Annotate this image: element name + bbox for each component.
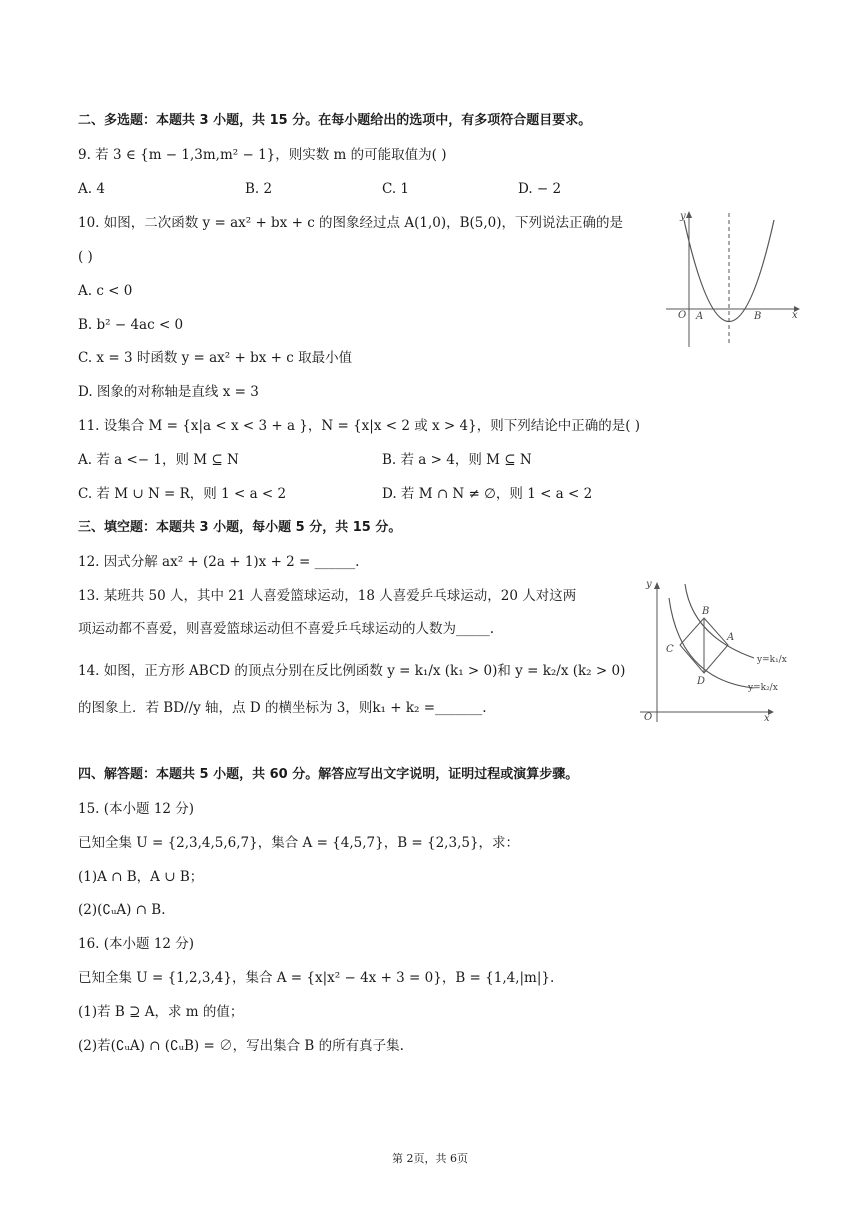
q10-option-c: C. x = 3 时函数 y = ax² + bx + c 取最小值 bbox=[78, 350, 353, 366]
fig14-point-b-label: B bbox=[702, 606, 710, 617]
section-2-heading: 二、多选题：本题共 3 小题，共 15 分。在每小题给出的选项中，有多项符合题目要求。 bbox=[78, 113, 592, 128]
fig14-point-c-label: C bbox=[666, 644, 674, 655]
q16-title: 16. (本小题 12 分) bbox=[78, 936, 195, 952]
q10-stem-line2: ( ) bbox=[78, 249, 93, 265]
q16-given: 已知全集 U = {1,2,3,4}，集合 A = {x|x² − 4x + 3 = 0}，B = {1,4,|m|}. bbox=[78, 970, 555, 986]
q9-option-b: B. 2 bbox=[245, 181, 273, 197]
fig10-y-label: y bbox=[680, 211, 686, 222]
q12-stem: 12. 因式分解 ax² + (2a + 1)x + 2 = ______. bbox=[78, 554, 360, 570]
q15-title: 15. (本小题 12 分) bbox=[78, 801, 195, 817]
fig10-point-a-label: A bbox=[696, 311, 704, 322]
q9-stem: 9. 若 3 ∈ {m − 1,3m,m² − 1}，则实数 m 的可能取值为( ) bbox=[78, 147, 447, 163]
page-footer: 第 2页，共 6页 bbox=[392, 1152, 468, 1165]
q14-line2: 的图象上．若 BD//y 轴，点 D 的横坐标为 3，则k₁ + k₂ =_______. bbox=[78, 700, 487, 716]
section-3-heading: 三、填空题：本题共 3 小题，每小题 5 分，共 15 分。 bbox=[78, 520, 402, 535]
q10-stem-line1: 10. 如图，二次函数 y = ax² + bx + c 的图象经过点 A(1,0)，B(5,0)，下列说法正确的是 bbox=[78, 215, 624, 231]
q10-option-b: B. b² − 4ac < 0 bbox=[78, 317, 184, 333]
q15-part1: (1)A ∩ B，A ∪ B； bbox=[78, 869, 204, 885]
square-hyperbola-figure bbox=[636, 578, 792, 724]
q11-option-d: D. 若 M ∩ N ≠ ∅，则 1 < a < 2 bbox=[382, 486, 593, 502]
fig10-point-b-label: B bbox=[754, 311, 762, 322]
fig14-point-d-label: D bbox=[697, 676, 706, 687]
q16-part2: (2)若(∁ᵤA) ∩ (∁ᵤB) = ∅，写出集合 B 的所有真子集. bbox=[78, 1038, 404, 1054]
fig14-curve2-label: y=k₂/x bbox=[748, 683, 778, 693]
q9-option-d: D. − 2 bbox=[518, 181, 562, 197]
y-axis-arrow bbox=[686, 211, 692, 218]
q11-stem: 11. 设集合 M = {x|a < x < 3 + a }，N = {x|x < 2 或 x > 4}，则下列结论中正确的是( ) bbox=[78, 418, 641, 434]
y-axis-arrow bbox=[654, 582, 660, 589]
hyperbola-k1-curve bbox=[685, 584, 754, 658]
q13-line2: 项运动都不喜爱，则喜爱篮球运动但不喜爱乒乓球运动的人数为_____. bbox=[78, 621, 495, 637]
parabola-figure bbox=[662, 205, 802, 350]
q15-part2: (2)(∁ᵤA) ∩ B. bbox=[78, 902, 166, 918]
q11-option-c: C. 若 M ∪ N = R，则 1 < a < 2 bbox=[78, 486, 287, 502]
q11-option-b: B. 若 a > 4，则 M ⊆ N bbox=[382, 452, 532, 468]
q10-option-a: A. c < 0 bbox=[78, 283, 133, 299]
fig10-origin-label: O bbox=[678, 310, 687, 321]
fig14-origin-label: O bbox=[644, 712, 653, 723]
fig14-point-a-label: A bbox=[727, 632, 735, 643]
q13-line1: 13. 某班共 50 人，其中 21 人喜爱篮球运动，18 人喜爱乒乓球运动，20 人对这两 bbox=[78, 588, 577, 604]
q9-option-c: C. 1 bbox=[382, 181, 410, 197]
fig14-curve1-label: y=k₁/x bbox=[757, 655, 787, 665]
q10-option-d: D. 图象的对称轴是直线 x = 3 bbox=[78, 384, 259, 400]
q15-given: 已知全集 U = {2,3,4,5,6,7}，集合 A = {4,5,7}，B = {2,3,5}，求： bbox=[78, 835, 520, 851]
q16-part1: (1)若 B ⊇ A，求 m 的值； bbox=[78, 1004, 244, 1020]
fig10-x-label: x bbox=[792, 310, 798, 321]
q14-line1: 14. 如图，正方形 ABCD 的顶点分别在反比例函数 y = k₁/x (k₁ > 0)和 y = k₂/x (k₂ > 0) bbox=[78, 663, 626, 679]
fig14-x-label: x bbox=[764, 713, 770, 724]
section-4-heading: 四、解答题：本题共 5 小题，共 60 分。解答应写出文字说明，证明过程或演算步骤。 bbox=[78, 767, 579, 782]
fig14-y-label: y bbox=[646, 579, 652, 590]
q11-option-a: A. 若 a <− 1，则 M ⊆ N bbox=[78, 452, 239, 468]
q9-option-a: A. 4 bbox=[78, 181, 105, 197]
